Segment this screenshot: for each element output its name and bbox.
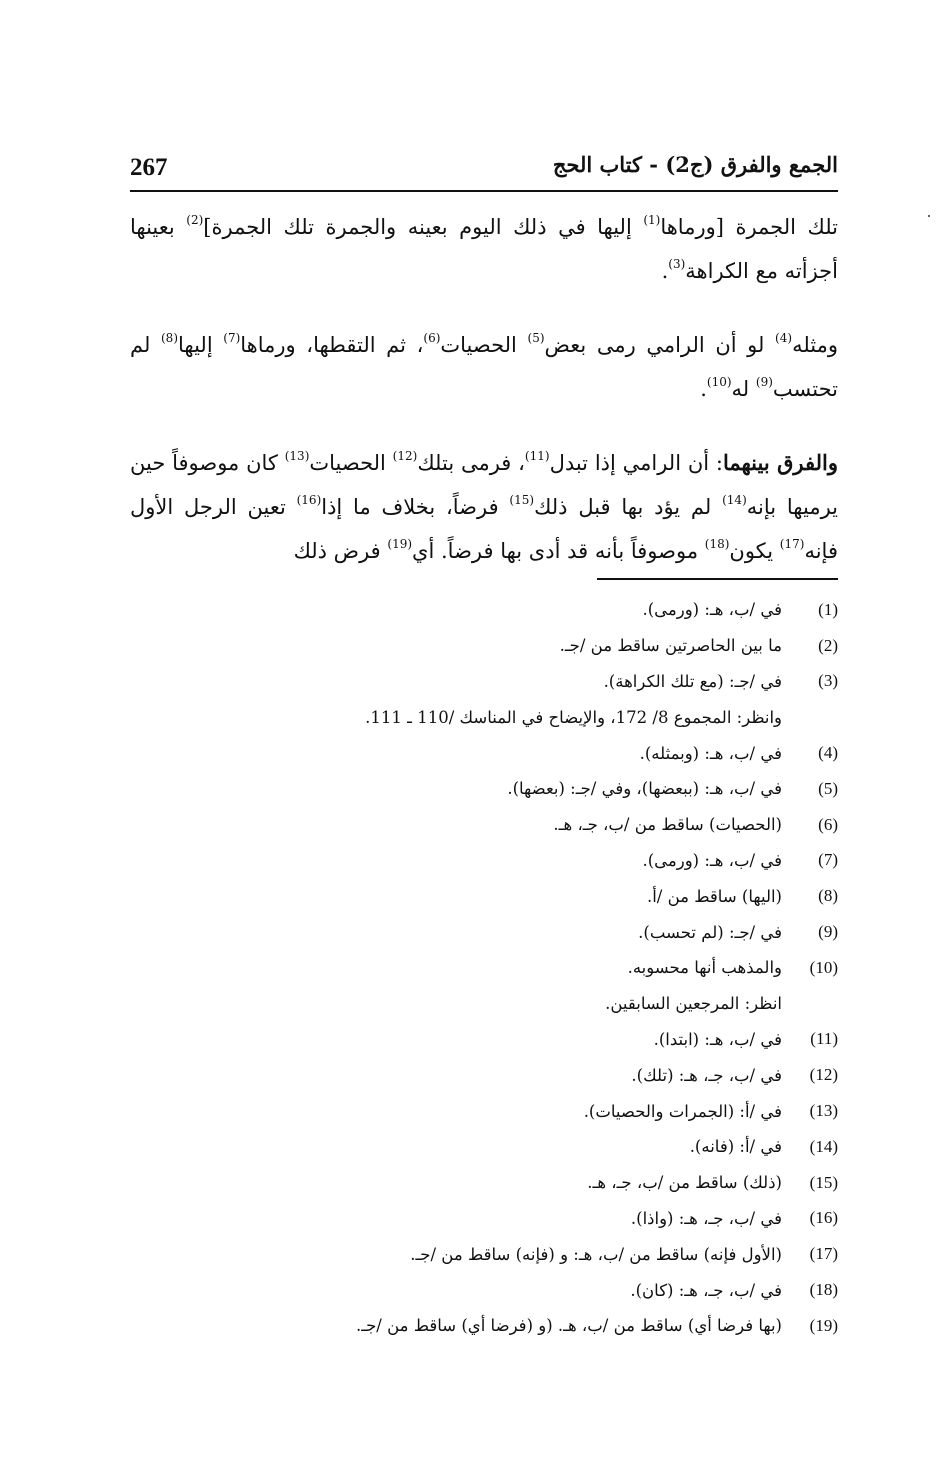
text-run: له <box>731 377 756 401</box>
text-run: موصوفاً بأنه قد أدى بها فرضاً. أي <box>412 539 705 563</box>
footnote-item <box>180 950 838 986</box>
footnote-number: (5) <box>818 778 838 798</box>
footnote-ref: (9) <box>755 375 773 389</box>
footnote-text: وانظر: المجموع 8/ 172، والإيضاح في المناسك /110 ـ 111. <box>365 707 782 727</box>
footnote-item <box>180 592 838 628</box>
footnote-ref: (14) <box>722 493 747 507</box>
footnote-ref: (2) <box>186 213 204 227</box>
footnote-number: (7) <box>818 850 838 870</box>
page-header <box>130 150 838 192</box>
footnote-text: في /أ: (فانه). <box>689 1137 782 1157</box>
main-text <box>130 205 838 603</box>
text-run: ومثله <box>792 333 838 357</box>
page-number: 267 <box>130 154 168 181</box>
text-run: تعين الرجل الأول فإنه <box>130 495 838 563</box>
bold-lead: والفرق بينهما <box>722 450 838 475</box>
text-run: فرضاً، بخلاف ما إذا <box>321 495 510 519</box>
footnote-ref: (1) <box>643 213 661 227</box>
footnote-item <box>180 843 838 879</box>
footnote-divider <box>597 578 838 580</box>
text-run: يكون <box>729 539 780 563</box>
text-run: الحصيات <box>309 451 393 475</box>
footnote-number: (2) <box>818 635 838 655</box>
footnote-number: (12) <box>809 1065 838 1085</box>
footnote-text: في /ب، هـ: (ابتدا). <box>653 1029 782 1049</box>
footnote-number: (13) <box>809 1101 838 1121</box>
footnote-text: في /ب، جـ، هـ: (واذا). <box>630 1208 782 1228</box>
footnote-number: (17) <box>809 1244 838 1264</box>
footnote-ref: (5) <box>527 331 545 345</box>
footnote-text: في /أ: (الجمرات والحصيات). <box>583 1101 782 1121</box>
text-run: . <box>661 259 669 283</box>
footnote-number: (15) <box>809 1172 838 1192</box>
footnote-text: في /ب، هـ: (وبمثله). <box>639 743 782 763</box>
footnote-text: والمذهب أنها محسوبه. <box>627 958 782 978</box>
footnote-text: ما بين الحاصرتين ساقط من /جـ. <box>559 636 782 656</box>
footnote-ref: (12) <box>392 449 418 463</box>
text-run: ، ثم التقطها، ورماها <box>240 333 424 357</box>
text-run: لم تحتسب <box>130 333 838 401</box>
footnote-ref: (15) <box>509 493 535 507</box>
paragraph-1 <box>130 205 838 293</box>
footnote-item <box>180 878 838 914</box>
footnote-ref: (17) <box>779 537 805 551</box>
footnote-item <box>180 1308 838 1344</box>
footnote-number: (1) <box>818 599 838 619</box>
footnote-item <box>180 807 838 843</box>
footnotes-list <box>180 592 838 1344</box>
text-run: كان موصوفاً حين يرميها بإنه <box>130 451 838 519</box>
footnote-number: (6) <box>818 814 838 834</box>
footnote-text: في /ب، هـ: (ورمى). <box>642 600 782 620</box>
footnote-text: (ذلك) ساقط من /ب، جـ، هـ. <box>587 1173 782 1193</box>
footnote-ref: (19) <box>387 537 413 551</box>
footnote-ref: (3) <box>668 257 686 271</box>
text-run: إليها في ذلك اليوم بعينه والجمرة تلك الجمرة] <box>203 215 644 239</box>
footnote-number: (18) <box>809 1280 838 1300</box>
footnote-item <box>180 664 838 700</box>
footnote-text: (اليها) ساقط من /أ. <box>646 886 782 906</box>
footnote-item <box>180 1022 838 1058</box>
text-run: لم يؤد بها قبل ذلك <box>534 495 723 519</box>
footnote-text: في /ب، جـ، هـ: (تلك). <box>631 1065 782 1085</box>
footnote-number: (8) <box>818 886 838 906</box>
text-run: إليها <box>178 333 224 357</box>
footnote-number: (9) <box>818 922 838 942</box>
footnote-ref: (18) <box>704 537 730 551</box>
footnote-text: في /ب، هـ: (ورمى). <box>642 850 782 870</box>
text-run: فرض ذلك <box>293 539 388 563</box>
footnote-ref: (7) <box>223 331 241 345</box>
running-title: الجمع والفرق (ج2) - كتاب الحج <box>552 152 838 177</box>
text-run: : أن الرامي إذا تبدل <box>549 451 723 475</box>
footnote-item <box>180 1057 838 1093</box>
footnote-text: في /ب، هـ: (ببعضها)، وفي /جـ: (بعضها). <box>507 779 782 799</box>
footnote-ref: (8) <box>160 331 178 345</box>
footnote-number: (19) <box>809 1315 838 1335</box>
footnote-ref: (13) <box>284 449 310 463</box>
footnote-ref: (16) <box>296 493 322 507</box>
footnote-text: انظر: المرجعين السابقين. <box>605 994 782 1014</box>
footnote-ref: (6) <box>423 331 441 345</box>
paragraph-3 <box>130 441 838 573</box>
text-run: بعينها أجزأته مع الكراهة <box>130 215 838 283</box>
footnote-item <box>180 735 838 771</box>
footnote-text: في /جـ: (لم تحسب). <box>638 922 782 942</box>
footnote-text: في /ب، جـ، هـ: (كان). <box>630 1280 782 1300</box>
footnote-number: (14) <box>809 1136 838 1156</box>
footnote-text: (الحصيات) ساقط من /ب، جـ، هـ. <box>553 815 782 835</box>
paragraph-2 <box>130 323 838 411</box>
footnote-ref: (4) <box>775 331 793 345</box>
footnote-number: (16) <box>809 1208 838 1228</box>
text-run: لو أن الرامي رمى بعض <box>544 333 776 357</box>
footnote-item <box>180 1165 838 1201</box>
footnote-number: (11) <box>810 1029 838 1049</box>
footnote-item <box>180 1201 838 1237</box>
footnote-number: (3) <box>818 671 838 691</box>
text-run: . <box>700 377 707 401</box>
text-run: الحصيات <box>440 333 528 357</box>
footnote-item <box>180 1236 838 1272</box>
footnote-item <box>180 914 838 950</box>
footnote-item <box>180 771 838 807</box>
footnote-continuation <box>180 699 838 735</box>
footnote-item <box>180 628 838 664</box>
scan-speck <box>928 215 930 217</box>
footnote-item <box>180 1129 838 1165</box>
footnote-number: (4) <box>818 743 838 763</box>
footnote-text: (الأول فإنه) ساقط من /ب، هـ: و (فإنه) ساقط من /جـ. <box>410 1244 782 1264</box>
footnote-ref: (10) <box>706 375 732 389</box>
text-run: ، فرمى بتلك <box>417 451 525 475</box>
text-run: تلك الجمرة [ورماها <box>660 215 838 239</box>
footnote-number: (10) <box>809 957 838 977</box>
footnote-text: في /جـ: (مع تلك الكراهة). <box>603 671 782 691</box>
footnote-text: (بها فرضا أي) ساقط من /ب، هـ. (و (فرضا أي) ساقط من /جـ. <box>355 1316 782 1336</box>
footnote-item <box>180 1093 838 1129</box>
footnote-ref: (11) <box>524 449 550 463</box>
footnote-continuation <box>180 986 838 1022</box>
footnote-item <box>180 1272 838 1308</box>
